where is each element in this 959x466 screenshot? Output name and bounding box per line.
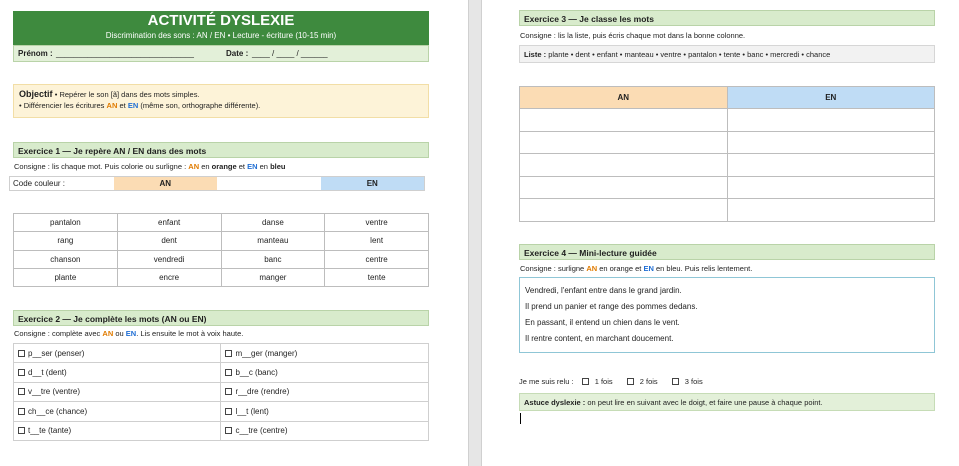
sort-cell[interactable] bbox=[727, 154, 935, 177]
objectif-an: AN bbox=[106, 101, 118, 110]
page-title: ACTIVITÉ DYSLEXIE bbox=[147, 12, 295, 29]
ex1-en-txt2: en bbox=[259, 162, 268, 171]
ex2-en: EN bbox=[125, 329, 137, 338]
word-cell[interactable]: plante bbox=[14, 268, 118, 286]
page-gutter bbox=[468, 0, 482, 466]
sort-cell[interactable] bbox=[727, 109, 935, 132]
code-en-swatch: EN bbox=[321, 177, 425, 190]
ex1-bleu: bleu bbox=[270, 162, 286, 171]
checkbox-icon[interactable] bbox=[225, 408, 232, 415]
relu-option-3[interactable] bbox=[672, 377, 709, 386]
relu-opt3-text: 3 fois bbox=[684, 377, 703, 386]
sort-table bbox=[519, 86, 935, 222]
sort-cell[interactable] bbox=[520, 176, 728, 199]
fill-text: t__te (tante) bbox=[28, 426, 72, 436]
table-row bbox=[14, 214, 429, 232]
table-row bbox=[520, 109, 935, 132]
fill-item[interactable] bbox=[14, 344, 221, 363]
word-cell[interactable]: danse bbox=[221, 214, 325, 232]
prenom-field[interactable]: _______________________________ bbox=[56, 49, 194, 58]
fill-item[interactable] bbox=[221, 402, 429, 421]
ex4-consigne bbox=[520, 264, 752, 274]
sort-cell[interactable] bbox=[520, 131, 728, 154]
checkbox-icon[interactable] bbox=[225, 350, 232, 357]
checkbox-icon[interactable] bbox=[18, 350, 25, 357]
table-row bbox=[520, 176, 935, 199]
reading-line[interactable]: Il prend un panier et range des pommes dedans. bbox=[525, 302, 698, 311]
table-row bbox=[14, 421, 429, 440]
fill-text: l__t (lent) bbox=[235, 406, 269, 416]
name-date-row bbox=[13, 45, 429, 62]
fill-text: c__tre (centre) bbox=[235, 426, 288, 436]
ex2-an: AN bbox=[102, 329, 114, 338]
relu-row bbox=[519, 377, 715, 386]
table-row bbox=[14, 250, 429, 268]
fill-item[interactable] bbox=[14, 363, 221, 382]
ex1-consigne-pre: Consigne : lis chaque mot. Puis colorie ou surligne : bbox=[14, 162, 187, 171]
relu-opt1-text: 1 fois bbox=[594, 377, 613, 386]
ex1-consigne bbox=[14, 162, 286, 172]
sort-cell[interactable] bbox=[727, 131, 935, 154]
fill-item[interactable] bbox=[14, 402, 221, 421]
title-block bbox=[13, 11, 429, 45]
fill-text: p__ser (penser) bbox=[28, 348, 85, 358]
ex4-consigne-pre: Consigne : surligne bbox=[520, 264, 585, 273]
word-cell[interactable]: enfant bbox=[117, 214, 221, 232]
date-field[interactable]: ____ / ____ / ______ bbox=[252, 49, 328, 58]
col-an-header: AN bbox=[520, 87, 728, 109]
word-cell[interactable]: pantalon bbox=[14, 214, 118, 232]
code-an-swatch: AN bbox=[114, 177, 218, 190]
fill-text: m__ger (manger) bbox=[235, 348, 298, 358]
objectif-line2-post: (même son, orthographe différente). bbox=[140, 101, 261, 110]
objectif-line1: • Repérer le son [ã] dans des mots simples. bbox=[54, 90, 200, 99]
fill-item[interactable] bbox=[221, 344, 429, 363]
ex1-header: Exercice 1 — Je repère AN / EN dans des mots bbox=[13, 142, 429, 158]
checkbox-icon[interactable] bbox=[18, 408, 25, 415]
word-cell[interactable]: encre bbox=[117, 268, 221, 286]
sort-cell[interactable] bbox=[727, 176, 935, 199]
word-cell[interactable]: lent bbox=[325, 232, 429, 250]
checkbox-icon[interactable] bbox=[18, 427, 25, 434]
ex3-header: Exercice 3 — Je classe les mots bbox=[519, 10, 935, 26]
objectif-en: EN bbox=[127, 101, 139, 110]
ex2-consigne-post: . Lis ensuite le mot à voix haute. bbox=[136, 329, 244, 338]
liste-label: Liste : bbox=[524, 50, 547, 59]
table-row bbox=[14, 363, 429, 382]
table-row bbox=[520, 199, 935, 222]
table-row bbox=[14, 344, 429, 363]
ex4-consigne-post: en bleu. Puis relis lentement. bbox=[655, 264, 753, 273]
objectif-et: et bbox=[119, 101, 126, 110]
word-cell[interactable]: vendredi bbox=[117, 250, 221, 268]
ex1-en-txt: en bbox=[201, 162, 210, 171]
word-cell[interactable]: rang bbox=[14, 232, 118, 250]
fill-text: d__t (dent) bbox=[28, 368, 67, 378]
word-cell[interactable]: banc bbox=[221, 250, 325, 268]
date-label: Date : bbox=[226, 49, 249, 58]
sort-cell[interactable] bbox=[520, 109, 728, 132]
table-row bbox=[14, 402, 429, 421]
checkbox-icon[interactable] bbox=[225, 369, 232, 376]
fill-text: ch__ce (chance) bbox=[28, 406, 88, 416]
astuce-box bbox=[519, 393, 935, 411]
reading-line[interactable]: Vendredi, l'enfant entre dans le grand jardin. bbox=[525, 286, 682, 295]
checkbox-icon[interactable] bbox=[225, 388, 232, 395]
ex4-an: AN bbox=[586, 264, 598, 273]
col-en-header: EN bbox=[727, 87, 935, 109]
fill-item[interactable] bbox=[14, 421, 221, 440]
fill-text: v__tre (ventre) bbox=[28, 387, 81, 397]
word-cell[interactable]: ventre bbox=[325, 214, 429, 232]
ex4-header: Exercice 4 — Mini-lecture guidée bbox=[519, 244, 935, 260]
ex2-ou: ou bbox=[115, 329, 124, 338]
word-grid bbox=[13, 213, 429, 287]
checkbox-icon[interactable] bbox=[18, 388, 25, 395]
table-row bbox=[14, 232, 429, 250]
word-cell[interactable]: chanson bbox=[14, 250, 118, 268]
objectif-box bbox=[13, 84, 429, 118]
table-row bbox=[14, 382, 429, 401]
word-cell[interactable]: centre bbox=[325, 250, 429, 268]
ex1-en: EN bbox=[247, 162, 258, 171]
prenom-label: Prénom : bbox=[18, 49, 53, 58]
table-row bbox=[14, 268, 429, 286]
ex4-en: EN bbox=[643, 264, 654, 273]
objectif-title: Objectif bbox=[19, 89, 53, 99]
reading-line[interactable]: Il rentre content, en marchant doucement. bbox=[525, 334, 674, 343]
relu-label: Je me suis relu : bbox=[519, 377, 574, 386]
ex2-consigne-pre: Consigne : complète avec bbox=[14, 329, 101, 338]
sort-cell[interactable] bbox=[520, 199, 728, 222]
checkbox-icon[interactable] bbox=[672, 378, 679, 385]
relu-option-1[interactable] bbox=[582, 377, 619, 386]
fill-item[interactable] bbox=[14, 382, 221, 401]
table-header-row bbox=[520, 87, 935, 109]
objectif-line2-pre: • Différencier les écritures bbox=[19, 101, 105, 110]
reading-line[interactable]: En passant, il entend un chien dans le vent. bbox=[525, 318, 680, 327]
table-row bbox=[520, 154, 935, 177]
ex2-header: Exercice 2 — Je complète les mots (AN ou EN) bbox=[13, 310, 429, 326]
ex3-consigne: Consigne : lis la liste, puis écris chaque mot dans la bonne colonne. bbox=[520, 31, 746, 40]
page-subtitle: Discrimination des sons : AN / EN • Lecture - écriture (10-15 min) bbox=[105, 31, 337, 40]
checkbox-icon[interactable] bbox=[225, 427, 232, 434]
ex1-et: et bbox=[238, 162, 246, 171]
code-blank bbox=[217, 177, 321, 190]
ex4-mid: en orange et bbox=[599, 264, 642, 273]
checkbox-icon[interactable] bbox=[627, 378, 634, 385]
astuce-text: on peut lire en suivant avec le doigt, et faire une pause à chaque point. bbox=[587, 398, 823, 407]
word-cell[interactable]: manteau bbox=[221, 232, 325, 250]
reading-box bbox=[519, 277, 935, 353]
word-cell[interactable]: tente bbox=[325, 268, 429, 286]
relu-opt2-text: 2 fois bbox=[639, 377, 658, 386]
ex1-orange: orange bbox=[211, 162, 237, 171]
fill-text: r__dre (rendre) bbox=[235, 387, 290, 397]
word-list bbox=[519, 45, 935, 63]
text-cursor bbox=[520, 413, 521, 424]
code-label: Code couleur : bbox=[13, 179, 66, 188]
code-couleur-row bbox=[9, 176, 425, 191]
checkbox-icon[interactable] bbox=[582, 378, 589, 385]
sort-cell[interactable] bbox=[520, 154, 728, 177]
word-cell[interactable]: dent bbox=[117, 232, 221, 250]
fill-grid bbox=[13, 343, 429, 441]
ex2-consigne bbox=[14, 329, 243, 339]
fill-text: b__c (banc) bbox=[235, 368, 278, 378]
left-page bbox=[0, 0, 468, 466]
sort-cell[interactable] bbox=[727, 199, 935, 222]
astuce-label: Astuce dyslexie : bbox=[524, 398, 586, 407]
word-cell[interactable]: manger bbox=[221, 268, 325, 286]
table-row bbox=[520, 131, 935, 154]
relu-option-2[interactable] bbox=[627, 377, 664, 386]
checkbox-icon[interactable] bbox=[18, 369, 25, 376]
ex1-an: AN bbox=[188, 162, 200, 171]
liste-words: plante • dent • enfant • manteau • ventre • pantalon • tente • banc • mercredi • chance bbox=[548, 50, 831, 59]
fill-item[interactable] bbox=[221, 421, 429, 440]
fill-item[interactable] bbox=[221, 382, 429, 401]
fill-item[interactable] bbox=[221, 363, 429, 382]
